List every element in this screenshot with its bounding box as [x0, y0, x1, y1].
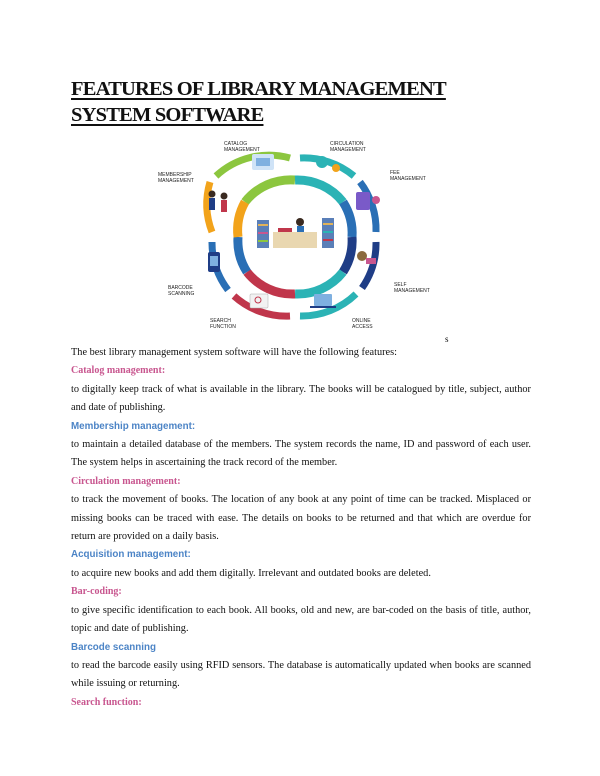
- page-title-line-1: FEATURES OF LIBRARY MANAGEMENT: [71, 78, 446, 100]
- catalog-icon: [252, 154, 274, 170]
- heading-barcode-scanning: Barcode scanning: [71, 641, 156, 653]
- paragraph-catalog: to digitally keep track of what is available in the library. The books will be catalogued by title, subject, author and date of publishing.: [71, 383, 531, 414]
- membership-icon: [209, 191, 228, 213]
- search-icon: [250, 294, 268, 308]
- ring-segment-self: [362, 242, 376, 288]
- label-catalog: CATALOG MANAGEMENT: [224, 141, 260, 153]
- paragraph-barcode-scanning: to read the barcode easily using RFID sensors. The database is automatically updated when books are scanned while issuing or returning.: [71, 659, 531, 690]
- heading-membership: Membership management:: [71, 420, 196, 432]
- heading-circulation: Circulation management:: [71, 475, 181, 487]
- label-search: SEARCH FUNCTION: [210, 318, 236, 330]
- barcode-icon: [208, 252, 220, 272]
- heading-acquisition: Acquisition management:: [71, 549, 191, 561]
- stray-character: s: [445, 334, 449, 344]
- paragraph-circulation: to track the movement of books. The location of any book at any point of time can be tracked. Misplaced or missing books can be traced with ease. The details on books to be returned and that which are overdue for return are provided on a daily basis.: [71, 494, 531, 543]
- paragraph-acquisition: to acquire new books and add them digitally. Irrelevant and outdated books are deleted.: [71, 567, 431, 579]
- label-online: ONLINE ACCESS: [352, 318, 373, 330]
- heading-barcoding: Bar-coding:: [71, 586, 122, 598]
- label-membership: MEMBERSHIP MANAGEMENT: [158, 172, 194, 184]
- label-fee: FEE MANAGEMENT: [390, 170, 426, 182]
- intro-paragraph: The best library management system software will have the following features:: [71, 347, 397, 358]
- paragraph-membership: to maintain a detailed database of the members. The system records the name, ID and password of each user. The system helps in ascertaining the track record of the member.: [71, 439, 531, 469]
- page-title-line-2: SYSTEM SOFTWARE: [71, 104, 264, 126]
- heading-search-function: Search function:: [71, 696, 142, 708]
- page-title: [71, 76, 446, 128]
- document-body: [71, 344, 531, 712]
- features-diagram: [150, 136, 440, 338]
- heading-catalog: Catalog management:: [71, 365, 166, 377]
- paragraph-barcoding: to give specific identification to each book. All books, old and new, are bar-coded on the basis of title, author, topic and date of publishing.: [71, 604, 531, 635]
- library-desk-illustration: [249, 191, 341, 283]
- label-self: SELF MANAGEMENT: [394, 282, 430, 294]
- label-barcode: BARCODE SCANNING: [168, 285, 195, 297]
- label-circulation: CIRCULATION MANAGEMENT: [330, 141, 366, 153]
